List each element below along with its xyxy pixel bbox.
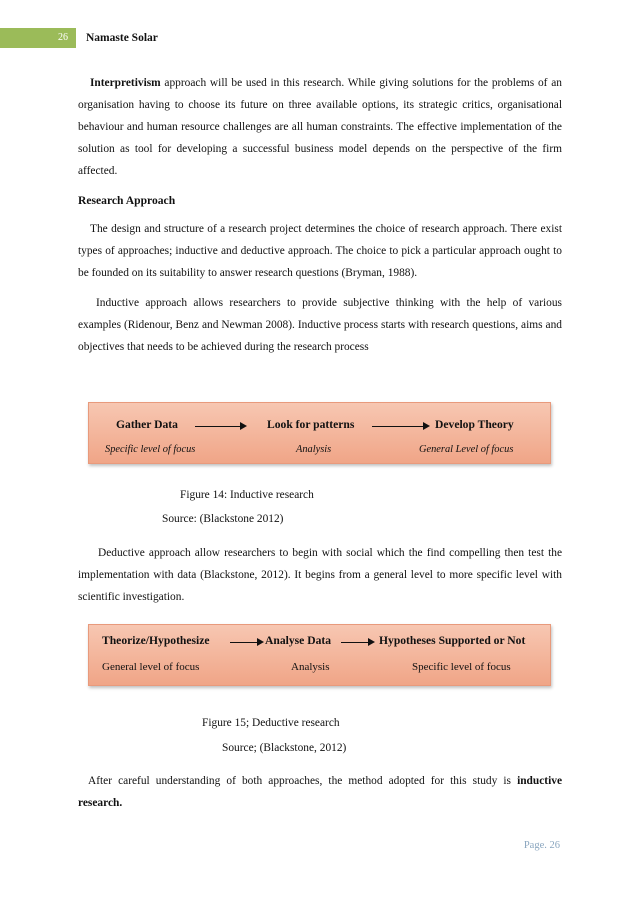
step-look-for-patterns: Look for patterns: [267, 418, 355, 431]
level-general: General Level of focus: [419, 444, 514, 455]
header-title: Namaste Solar: [86, 32, 158, 44]
conclusion-text: After careful understanding of both approaches, the method adopted for this study is: [88, 775, 518, 787]
level-analysis: Analysis: [296, 444, 332, 455]
level-analysis: Analysis: [291, 661, 330, 673]
figure14-caption: Figure 14: Inductive research: [180, 489, 314, 501]
deductive-diagram: [88, 624, 551, 686]
figure15-caption: Figure 15; Deductive research: [202, 717, 340, 729]
paragraph-deductive: Deductive approach allow researchers to begin with social which the find compelling then test the implementation with data (Blackstone, 2012). It begins from a general level to more specific level with scientific investigation.: [78, 547, 562, 603]
interpretivism-term: Interpretivism: [90, 77, 161, 89]
conclusion-method: inductive research.: [78, 775, 562, 809]
page-header: [0, 28, 638, 48]
level-specific: Specific level of focus: [105, 444, 196, 455]
level-specific: Specific level of focus: [412, 661, 511, 673]
body-text-deductive: [78, 542, 562, 608]
paragraph-interpretivism: [78, 72, 562, 182]
paragraph-interpretivism-text: approach will be used in this research. While giving solutions for the problems of an organisation having to choose its future on three available options, its strategic critics, organisational behaviour and human resource challenges are all human constraints. The effective implementation of the solution as tool for developing a successful business model depends on the perspective of the firm affected.: [78, 77, 562, 177]
paragraph-research-approach: The design and structure of a research project determines the choice of research approach. There exist types of approaches; inductive and deductive approach. The choice to pick a particular approach ought to be founded on its suitability to answer research questions (Bryman, 1988).: [78, 223, 562, 279]
step-gather-data: Gather Data: [116, 418, 178, 431]
body-text-conclusion: [78, 770, 562, 814]
arrow-right-icon: [372, 426, 428, 427]
body-text: [78, 72, 562, 358]
heading-research-approach: Research Approach: [78, 194, 176, 207]
arrow-right-icon: [230, 642, 262, 643]
step-analyse-data: Analyse Data: [265, 634, 332, 647]
paragraph-conclusion: [78, 770, 562, 814]
figure14-source: Source: (Blackstone 2012): [162, 513, 284, 525]
header-page-number: 26: [0, 28, 76, 48]
step-develop-theory: Develop Theory: [435, 418, 514, 431]
paragraph-inductive: Inductive approach allows researchers to provide subjective thinking with the help of various examples (Ridenour, Benz and Newman 2008). Inductive process starts with research questions, aims and objectives that needs to be achieved during the research process: [78, 297, 562, 353]
figure15-source: Source; (Blackstone, 2012): [222, 742, 347, 754]
inductive-diagram: [88, 402, 551, 464]
arrow-right-icon: [195, 426, 245, 427]
step-theorize: Theorize/Hypothesize: [102, 634, 210, 647]
footer-page-label: Page. 26: [523, 840, 560, 851]
level-general: General level of focus: [102, 661, 200, 673]
arrow-right-icon: [341, 642, 373, 643]
step-hypotheses: Hypotheses Supported or Not: [379, 634, 526, 647]
